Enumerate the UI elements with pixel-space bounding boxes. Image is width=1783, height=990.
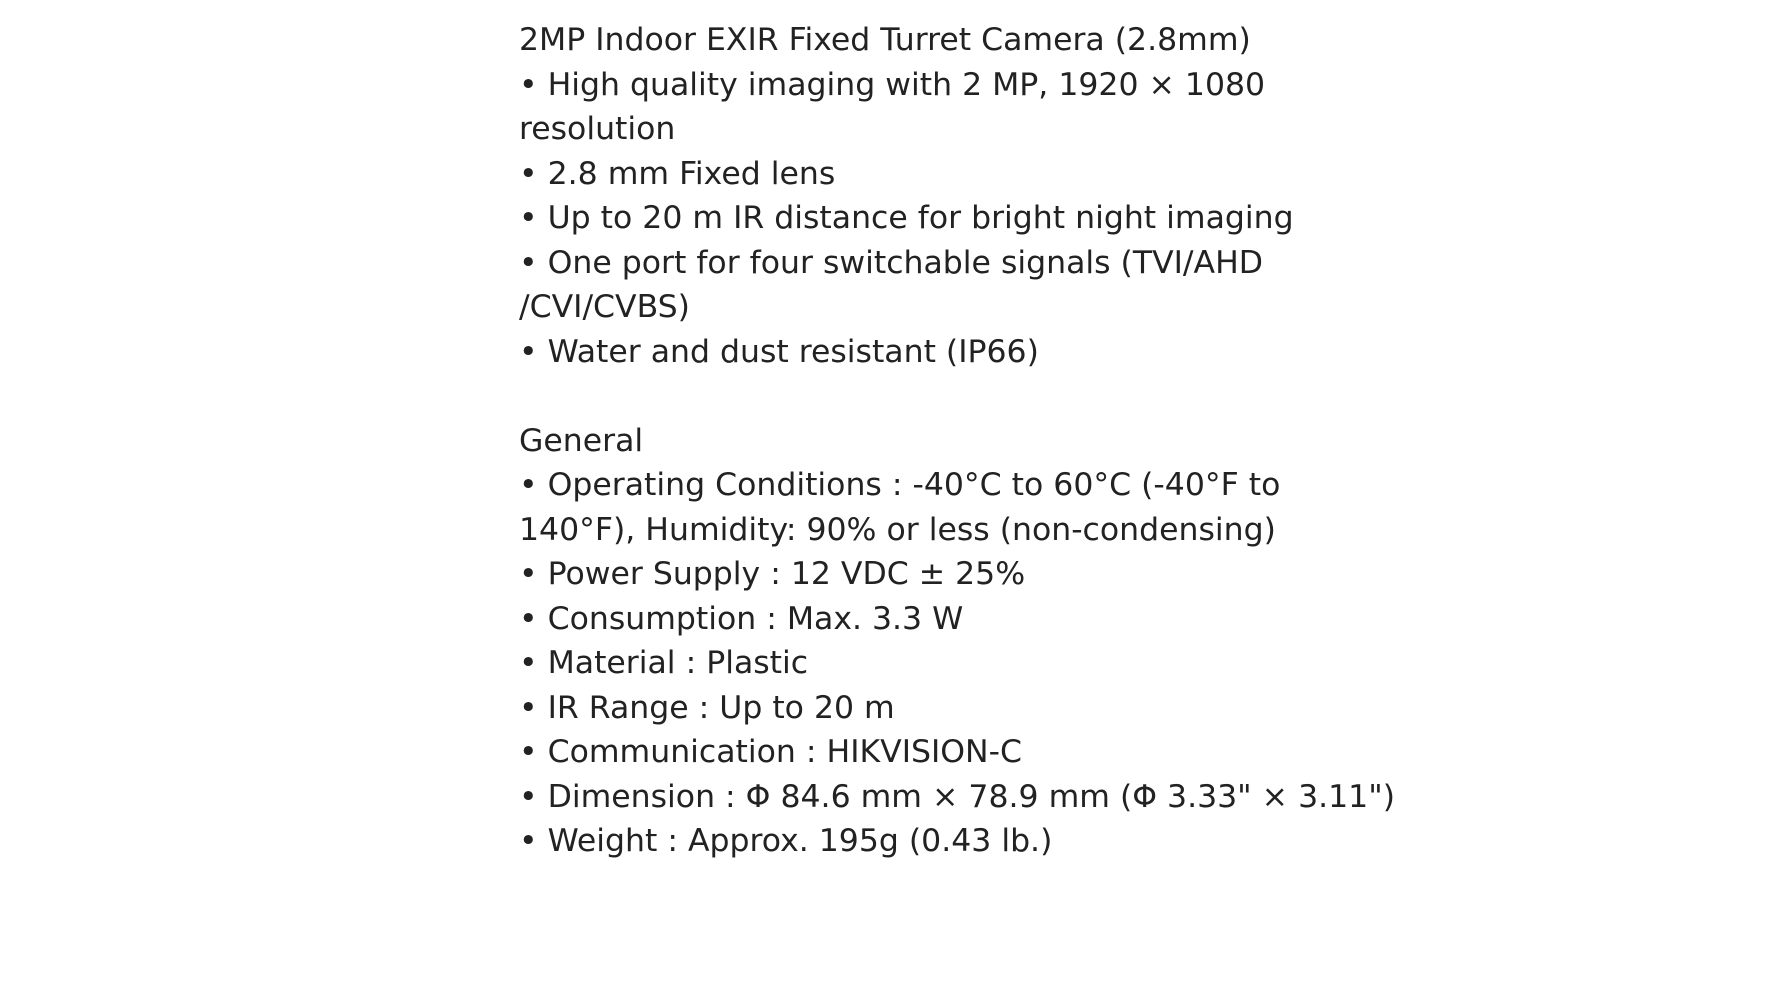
feature-item: • Water and dust resistant (IP66) bbox=[519, 330, 1419, 375]
feature-item: • Up to 20 m IR distance for bright night imaging bbox=[519, 196, 1419, 241]
feature-item: • High quality imaging with 2 MP, 1920 × 1080 bbox=[519, 63, 1419, 108]
section-spacer bbox=[519, 374, 1419, 419]
spec-item: • IR Range : Up to 20 m bbox=[519, 686, 1419, 731]
section-heading-general: General bbox=[519, 422, 644, 459]
spec-item: • Consumption : Max. 3.3 W bbox=[519, 597, 1419, 642]
product-title: 2MP Indoor EXIR Fixed Turret Camera (2.8mm) bbox=[519, 22, 1251, 58]
spec-item-continuation: 140°F), Humidity: 90% or less (non-condensing) bbox=[519, 511, 1276, 548]
feature-item: • One port for four switchable signals (TVI/AHD bbox=[519, 241, 1419, 286]
spec-item: • Operating Conditions : -40°C to 60°C (-40°F to bbox=[519, 463, 1419, 508]
spec-item: • Weight : Approx. 195g (0.43 lb.) bbox=[519, 819, 1419, 864]
spec-item: • Power Supply : 12 VDC ± 25% bbox=[519, 552, 1419, 597]
spec-item: • Communication : HIKVISION-C bbox=[519, 730, 1419, 775]
spec-item: • Material : Plastic bbox=[519, 641, 1419, 686]
feature-item-continuation: /CVI/CVBS) bbox=[519, 289, 690, 325]
product-description bbox=[519, 18, 1419, 864]
spec-item: • Dimension : Φ 84.6 mm × 78.9 mm (Φ 3.33" × 3.11") bbox=[519, 775, 1419, 820]
feature-item-continuation: resolution bbox=[519, 111, 676, 147]
feature-item: • 2.8 mm Fixed lens bbox=[519, 152, 1419, 197]
